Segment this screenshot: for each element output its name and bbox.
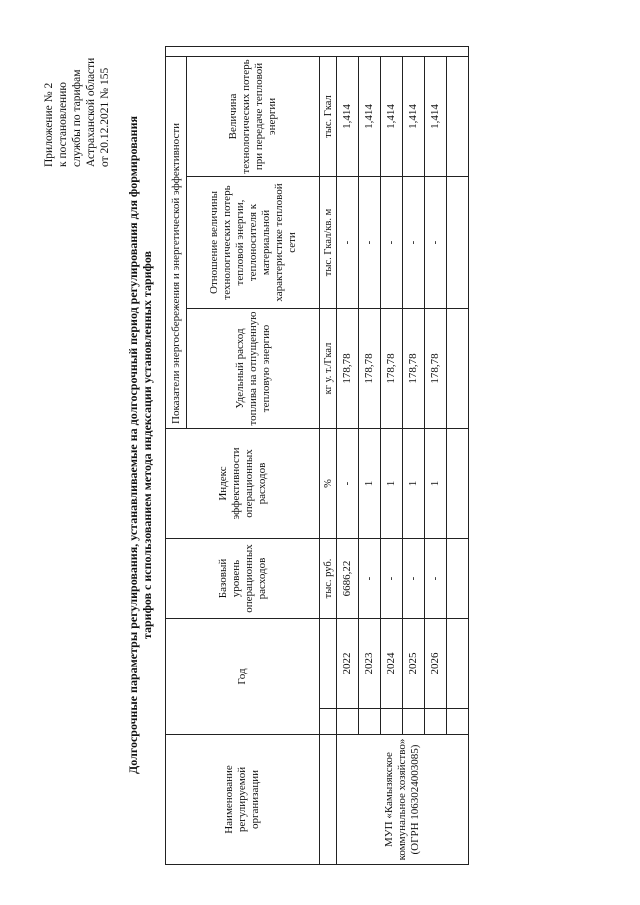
- spacer-cell: [447, 709, 469, 735]
- spacer-cell: [337, 709, 359, 735]
- unit-empty: [320, 709, 337, 735]
- empty-cell: [447, 309, 469, 429]
- cell-base-level: -: [381, 539, 403, 619]
- cell-year: 2025: [403, 619, 425, 709]
- header-org: Наименование регулируемой организации: [166, 735, 320, 865]
- header-base-level: Базовый уровень операционных расходов: [166, 539, 320, 619]
- header-loss-ratio: Отношение величины технологических потерь тепловой энергии, теплоносителя к материальной характеристике тепловой сети: [187, 177, 320, 309]
- spacer-cell: [359, 709, 381, 735]
- cell-efficiency-index: 1: [359, 429, 381, 539]
- cell-tech-losses: 1,414: [359, 56, 381, 176]
- cell-loss-ratio: -: [425, 177, 447, 309]
- unit-loss-ratio: тыс. Гкал/кв. м: [320, 177, 337, 309]
- cell-efficiency-index: 1: [381, 429, 403, 539]
- cell-base-level: -: [359, 539, 381, 619]
- appendix-line: Приложение № 2: [43, 82, 55, 167]
- unit-tech-losses: тыс. Гкал: [320, 56, 337, 176]
- cell-efficiency-index: -: [337, 429, 359, 539]
- empty-cell: [447, 619, 469, 709]
- cell-specific-fuel: 178,78: [337, 309, 359, 429]
- cell-tech-losses: 1,414: [381, 56, 403, 176]
- spacer-cell: [425, 709, 447, 735]
- cell-tech-losses: 1,414: [337, 56, 359, 176]
- unit-empty: [320, 735, 337, 865]
- units-row: [320, 46, 337, 864]
- cell-efficiency-index: 1: [425, 429, 447, 539]
- cell-specific-fuel: 178,78: [381, 309, 403, 429]
- empty-cell: [447, 177, 469, 309]
- empty-cell: [447, 539, 469, 619]
- appendix-header: [42, 17, 112, 167]
- appendix-line: от 20.12.2021 № 155: [99, 67, 111, 167]
- cell-year: 2023: [359, 619, 381, 709]
- appendix-line: службы по тарифам: [71, 69, 83, 167]
- table-row: [337, 46, 359, 864]
- empty-cell: [447, 429, 469, 539]
- unit-efficiency-index: %: [320, 429, 337, 539]
- cell-year: 2024: [381, 619, 403, 709]
- cell-specific-fuel: 178,78: [425, 309, 447, 429]
- cell-loss-ratio: -: [359, 177, 381, 309]
- header-tech-losses: Величина технологических потерь при передаче тепловой энергии: [187, 56, 320, 176]
- cell-efficiency-index: 1: [403, 429, 425, 539]
- title-line: Долгосрочные параметры регулирования, устанавливаемые на долгосрочный период регулирования для формирования: [126, 116, 140, 774]
- cell-base-level: 6686,22: [337, 539, 359, 619]
- cell-loss-ratio: -: [337, 177, 359, 309]
- unit-empty: [320, 619, 337, 709]
- cell-tech-losses: 1,414: [403, 56, 425, 176]
- cell-base-level: -: [403, 539, 425, 619]
- cell-tech-losses: 1,414: [425, 56, 447, 176]
- title-line: тарифов с использованием метода индексации установленных тарифов: [140, 250, 154, 640]
- appendix-line: Астраханской области: [85, 57, 97, 167]
- spacer-cell: [403, 709, 425, 735]
- header-energy-group: Показатели энергосбережения и энергетической эффективности: [166, 56, 187, 428]
- cell-specific-fuel: 178,78: [403, 309, 425, 429]
- empty-cell: [447, 56, 469, 176]
- document-title: [126, 55, 154, 835]
- header-specific-fuel: Удельный расход топлива на отпущенную тепловую энергию: [187, 309, 320, 429]
- cell-loss-ratio: -: [403, 177, 425, 309]
- parameters-table: [165, 46, 469, 865]
- cell-base-level: -: [425, 539, 447, 619]
- cell-loss-ratio: -: [381, 177, 403, 309]
- cell-year: 2022: [337, 619, 359, 709]
- unit-base-level: тыс. руб.: [320, 539, 337, 619]
- organization-name: МУП «Камызякское коммунальное хозяйство» (ОГРН 1063024003085): [337, 735, 469, 865]
- appendix-line: к постановлению: [57, 82, 69, 167]
- right-margin-column: [166, 46, 469, 56]
- cell-year: 2026: [425, 619, 447, 709]
- unit-specific-fuel: кг у. т./Гкал: [320, 309, 337, 429]
- cell-specific-fuel: 178,78: [359, 309, 381, 429]
- spacer-cell: [381, 709, 403, 735]
- header-year: Год: [166, 619, 320, 735]
- header-row: [166, 46, 187, 864]
- header-efficiency-index: Индекс эффективности операционных расходов: [166, 429, 320, 539]
